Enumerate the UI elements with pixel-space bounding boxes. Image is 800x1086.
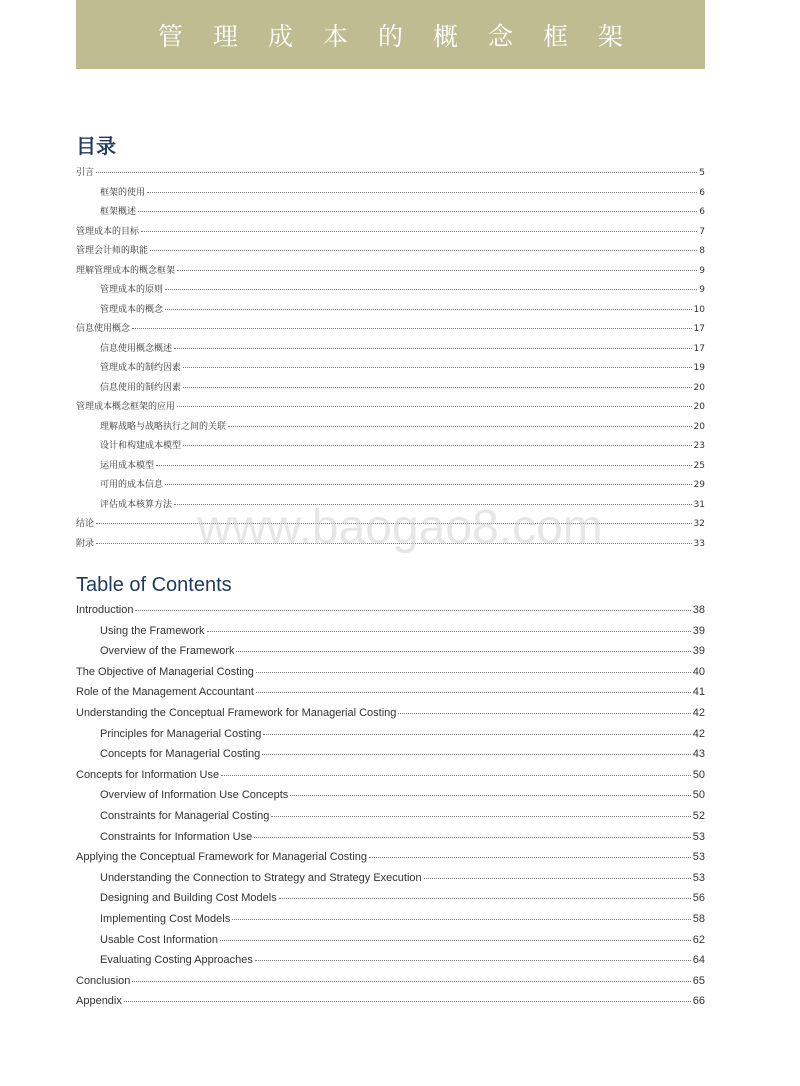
toc-entry-title: Constraints for Information Use xyxy=(100,830,253,843)
chinese-toc-list xyxy=(76,165,705,555)
toc-entry[interactable] xyxy=(76,341,705,361)
toc-entry-page: 52 xyxy=(692,809,705,822)
toc-entry-title: 理解管理成本的概念框架 xyxy=(76,265,176,276)
dot-leader xyxy=(279,898,691,899)
chinese-toc-heading: 目录 xyxy=(76,134,116,158)
toc-entry[interactable] xyxy=(76,789,705,810)
toc-entry[interactable] xyxy=(76,666,705,687)
toc-entry[interactable] xyxy=(76,851,705,872)
toc-entry[interactable] xyxy=(76,769,705,790)
toc-entry-page: 41 xyxy=(692,686,705,699)
banner-title: 管理成本的概念框架 xyxy=(157,21,653,51)
toc-entry[interactable] xyxy=(76,204,705,224)
toc-entry-title: 引言 xyxy=(76,168,95,178)
toc-entry-title: Concepts for Managerial Costing xyxy=(100,748,261,761)
toc-entry-title: 可用的成本信息 xyxy=(100,480,164,490)
toc-entry-title: 管理成本概念框架的应用 xyxy=(76,402,176,412)
toc-entry-page: 9 xyxy=(699,265,705,276)
toc-entry[interactable] xyxy=(76,934,705,955)
dot-leader xyxy=(254,837,691,838)
toc-entry-title: 框架概述 xyxy=(100,207,137,217)
dot-leader xyxy=(135,610,690,611)
toc-entry-title: Applying the Conceptual Framework for Managerial Costing xyxy=(76,851,368,864)
toc-entry-page: 5 xyxy=(699,168,705,178)
toc-entry-page: 29 xyxy=(693,480,705,490)
dot-leader xyxy=(147,192,697,193)
toc-entry-title: 管理成本的原则 xyxy=(100,285,164,295)
dot-leader xyxy=(424,878,691,879)
toc-entry[interactable] xyxy=(76,224,705,244)
dot-leader xyxy=(165,289,697,290)
toc-entry-page: 42 xyxy=(692,706,705,719)
dot-leader xyxy=(232,919,691,920)
toc-entry-page: 9 xyxy=(699,285,705,295)
toc-entry[interactable] xyxy=(76,954,705,975)
toc-entry-page: 23 xyxy=(693,441,705,451)
dot-leader xyxy=(369,857,691,858)
toc-entry-page: 10 xyxy=(693,304,705,315)
toc-entry-page: 53 xyxy=(692,830,705,843)
toc-entry-page: 42 xyxy=(692,727,705,740)
toc-entry[interactable] xyxy=(76,913,705,934)
toc-entry-page: 39 xyxy=(692,645,705,658)
dot-leader xyxy=(271,816,690,817)
toc-entry-title: 理解战略与战略执行之间的关联 xyxy=(100,421,227,432)
toc-entry-title: Evaluating Costing Approaches xyxy=(100,954,253,967)
toc-entry-page: 66 xyxy=(692,995,705,1008)
toc-entry-title: 运用成本模型 xyxy=(100,460,155,471)
toc-entry[interactable] xyxy=(76,892,705,913)
dot-leader xyxy=(207,631,691,632)
dot-leader xyxy=(132,328,692,329)
toc-entry-title: 管理成本的概念 xyxy=(100,304,164,315)
watermark: www.baogao8.com xyxy=(197,501,603,554)
dot-leader xyxy=(150,250,697,251)
toc-entry[interactable] xyxy=(76,728,705,749)
toc-entry-page: 53 xyxy=(692,851,705,864)
toc-entry-page: 53 xyxy=(692,871,705,884)
toc-entry-title: Implementing Cost Models xyxy=(100,912,231,925)
title-banner xyxy=(76,0,705,69)
dot-leader xyxy=(156,465,692,466)
toc-entry-title: 管理会计师的职能 xyxy=(76,246,149,256)
toc-entry[interactable] xyxy=(76,243,705,263)
toc-entry[interactable] xyxy=(76,645,705,666)
toc-entry-page: 20 xyxy=(693,402,705,412)
toc-entry-title: Understanding the Connection to Strategy and Strategy Execution xyxy=(100,871,422,884)
toc-entry[interactable] xyxy=(76,497,705,517)
toc-entry[interactable] xyxy=(76,380,705,400)
toc-entry-title: Constraints for Managerial Costing xyxy=(100,809,270,822)
dot-leader xyxy=(177,270,697,271)
toc-entry[interactable] xyxy=(76,399,705,419)
toc-entry-title: 管理成本的制约因素 xyxy=(100,363,182,373)
toc-entry-title: Usable Cost Information xyxy=(100,933,218,946)
toc-entry[interactable] xyxy=(76,263,705,283)
toc-entry-title: 附录 xyxy=(76,538,95,549)
toc-entry[interactable] xyxy=(76,165,705,185)
toc-entry[interactable] xyxy=(76,625,705,646)
toc-entry-title: Overview of Information Use Concepts xyxy=(100,789,289,802)
toc-entry-title: Overview of the Framework xyxy=(100,645,235,658)
toc-entry-page: 19 xyxy=(693,363,705,373)
toc-entry-page: 58 xyxy=(692,912,705,925)
toc-entry-title: Understanding the Conceptual Framework for Managerial Costing xyxy=(76,706,397,719)
toc-entry-page: 20 xyxy=(693,421,705,432)
dot-leader xyxy=(228,426,692,427)
toc-entry-title: Using the Framework xyxy=(100,624,205,637)
toc-entry-page: 25 xyxy=(693,460,705,471)
toc-entry-title: Role of the Management Accountant xyxy=(76,686,254,699)
toc-entry[interactable] xyxy=(76,438,705,458)
toc-entry-page: 17 xyxy=(693,324,705,334)
toc-entry-page: 7 xyxy=(699,226,705,237)
toc-entry-page: 33 xyxy=(693,538,705,549)
toc-entry-page: 6 xyxy=(699,187,705,198)
toc-entry[interactable] xyxy=(76,686,705,707)
toc-entry[interactable] xyxy=(76,458,705,478)
dot-leader xyxy=(177,406,692,407)
toc-entry-title: 信息使用的制约因素 xyxy=(100,382,182,393)
dot-leader xyxy=(174,504,692,505)
toc-entry[interactable] xyxy=(76,419,705,439)
toc-entry-title: Appendix xyxy=(76,995,122,1008)
dot-leader xyxy=(96,523,692,524)
dot-leader xyxy=(165,484,692,485)
toc-entry[interactable] xyxy=(76,748,705,769)
toc-entry-title: Introduction xyxy=(76,604,134,616)
toc-entry[interactable] xyxy=(76,302,705,322)
dot-leader xyxy=(96,543,692,544)
dot-leader xyxy=(132,981,690,982)
dot-leader xyxy=(262,754,691,755)
toc-entry[interactable] xyxy=(76,516,705,536)
toc-entry-page: 56 xyxy=(692,892,705,905)
toc-entry-title: 信息使用概念概述 xyxy=(100,343,173,354)
toc-entry-title: 管理成本的目标 xyxy=(76,226,140,237)
toc-entry[interactable] xyxy=(76,604,705,625)
dot-leader xyxy=(141,231,697,232)
toc-entry[interactable] xyxy=(76,282,705,302)
toc-entry-page: 6 xyxy=(699,207,705,217)
dot-leader xyxy=(165,309,692,310)
toc-entry[interactable] xyxy=(76,810,705,831)
toc-entry-title: 框架的使用 xyxy=(100,187,146,198)
toc-entry-page: 20 xyxy=(693,382,705,393)
toc-entry-page: 40 xyxy=(692,665,705,678)
toc-entry[interactable] xyxy=(76,707,705,728)
dot-leader xyxy=(256,672,691,673)
toc-entry[interactable] xyxy=(76,831,705,852)
dot-leader xyxy=(124,1001,691,1002)
toc-entry-title: Concepts for Information Use xyxy=(76,768,220,781)
toc-entry-page: 32 xyxy=(693,519,705,529)
toc-entry-page: 65 xyxy=(692,974,705,987)
toc-entry-page: 38 xyxy=(692,604,705,616)
toc-entry-title: 设计和构建成本模型 xyxy=(100,441,182,451)
toc-entry-page: 62 xyxy=(692,933,705,946)
toc-entry-title: Designing and Building Cost Models xyxy=(100,892,277,905)
dot-leader xyxy=(96,172,697,173)
dot-leader xyxy=(236,651,690,652)
toc-entry[interactable] xyxy=(76,872,705,893)
toc-entry[interactable] xyxy=(76,536,705,556)
toc-entry-title: 信息使用概念 xyxy=(76,324,131,334)
dot-leader xyxy=(255,960,691,961)
dot-leader xyxy=(138,211,697,212)
english-toc-list xyxy=(76,604,705,1016)
toc-entry[interactable] xyxy=(76,975,705,996)
toc-entry-title: Principles for Managerial Costing xyxy=(100,727,262,740)
dot-leader xyxy=(183,445,692,446)
toc-entry[interactable] xyxy=(76,995,705,1016)
dot-leader xyxy=(221,775,691,776)
toc-entry-page: 39 xyxy=(692,624,705,637)
toc-entry-title: 评估成本核算方法 xyxy=(100,499,173,510)
toc-entry-page: 43 xyxy=(692,748,705,761)
toc-entry[interactable] xyxy=(76,477,705,497)
toc-entry-title: Conclusion xyxy=(76,974,131,987)
toc-entry-page: 50 xyxy=(692,768,705,781)
dot-leader xyxy=(220,940,691,941)
toc-entry-page: 64 xyxy=(692,954,705,967)
toc-entry-page: 17 xyxy=(693,343,705,354)
english-toc-heading: Table of Contents xyxy=(76,574,232,596)
dot-leader xyxy=(183,367,692,368)
toc-entry[interactable] xyxy=(76,185,705,205)
toc-entry-title: The Objective of Managerial Costing xyxy=(76,665,254,678)
dot-leader xyxy=(290,795,690,796)
toc-entry-page: 31 xyxy=(693,499,705,510)
dot-leader xyxy=(263,734,690,735)
dot-leader xyxy=(398,713,690,714)
toc-entry[interactable] xyxy=(76,360,705,380)
dot-leader xyxy=(256,692,691,693)
toc-entry-title: 结论 xyxy=(76,519,95,529)
toc-entry[interactable] xyxy=(76,321,705,341)
toc-entry-page: 8 xyxy=(699,246,705,256)
toc-entry-page: 50 xyxy=(692,789,705,802)
dot-leader xyxy=(183,387,692,388)
dot-leader xyxy=(174,348,692,349)
